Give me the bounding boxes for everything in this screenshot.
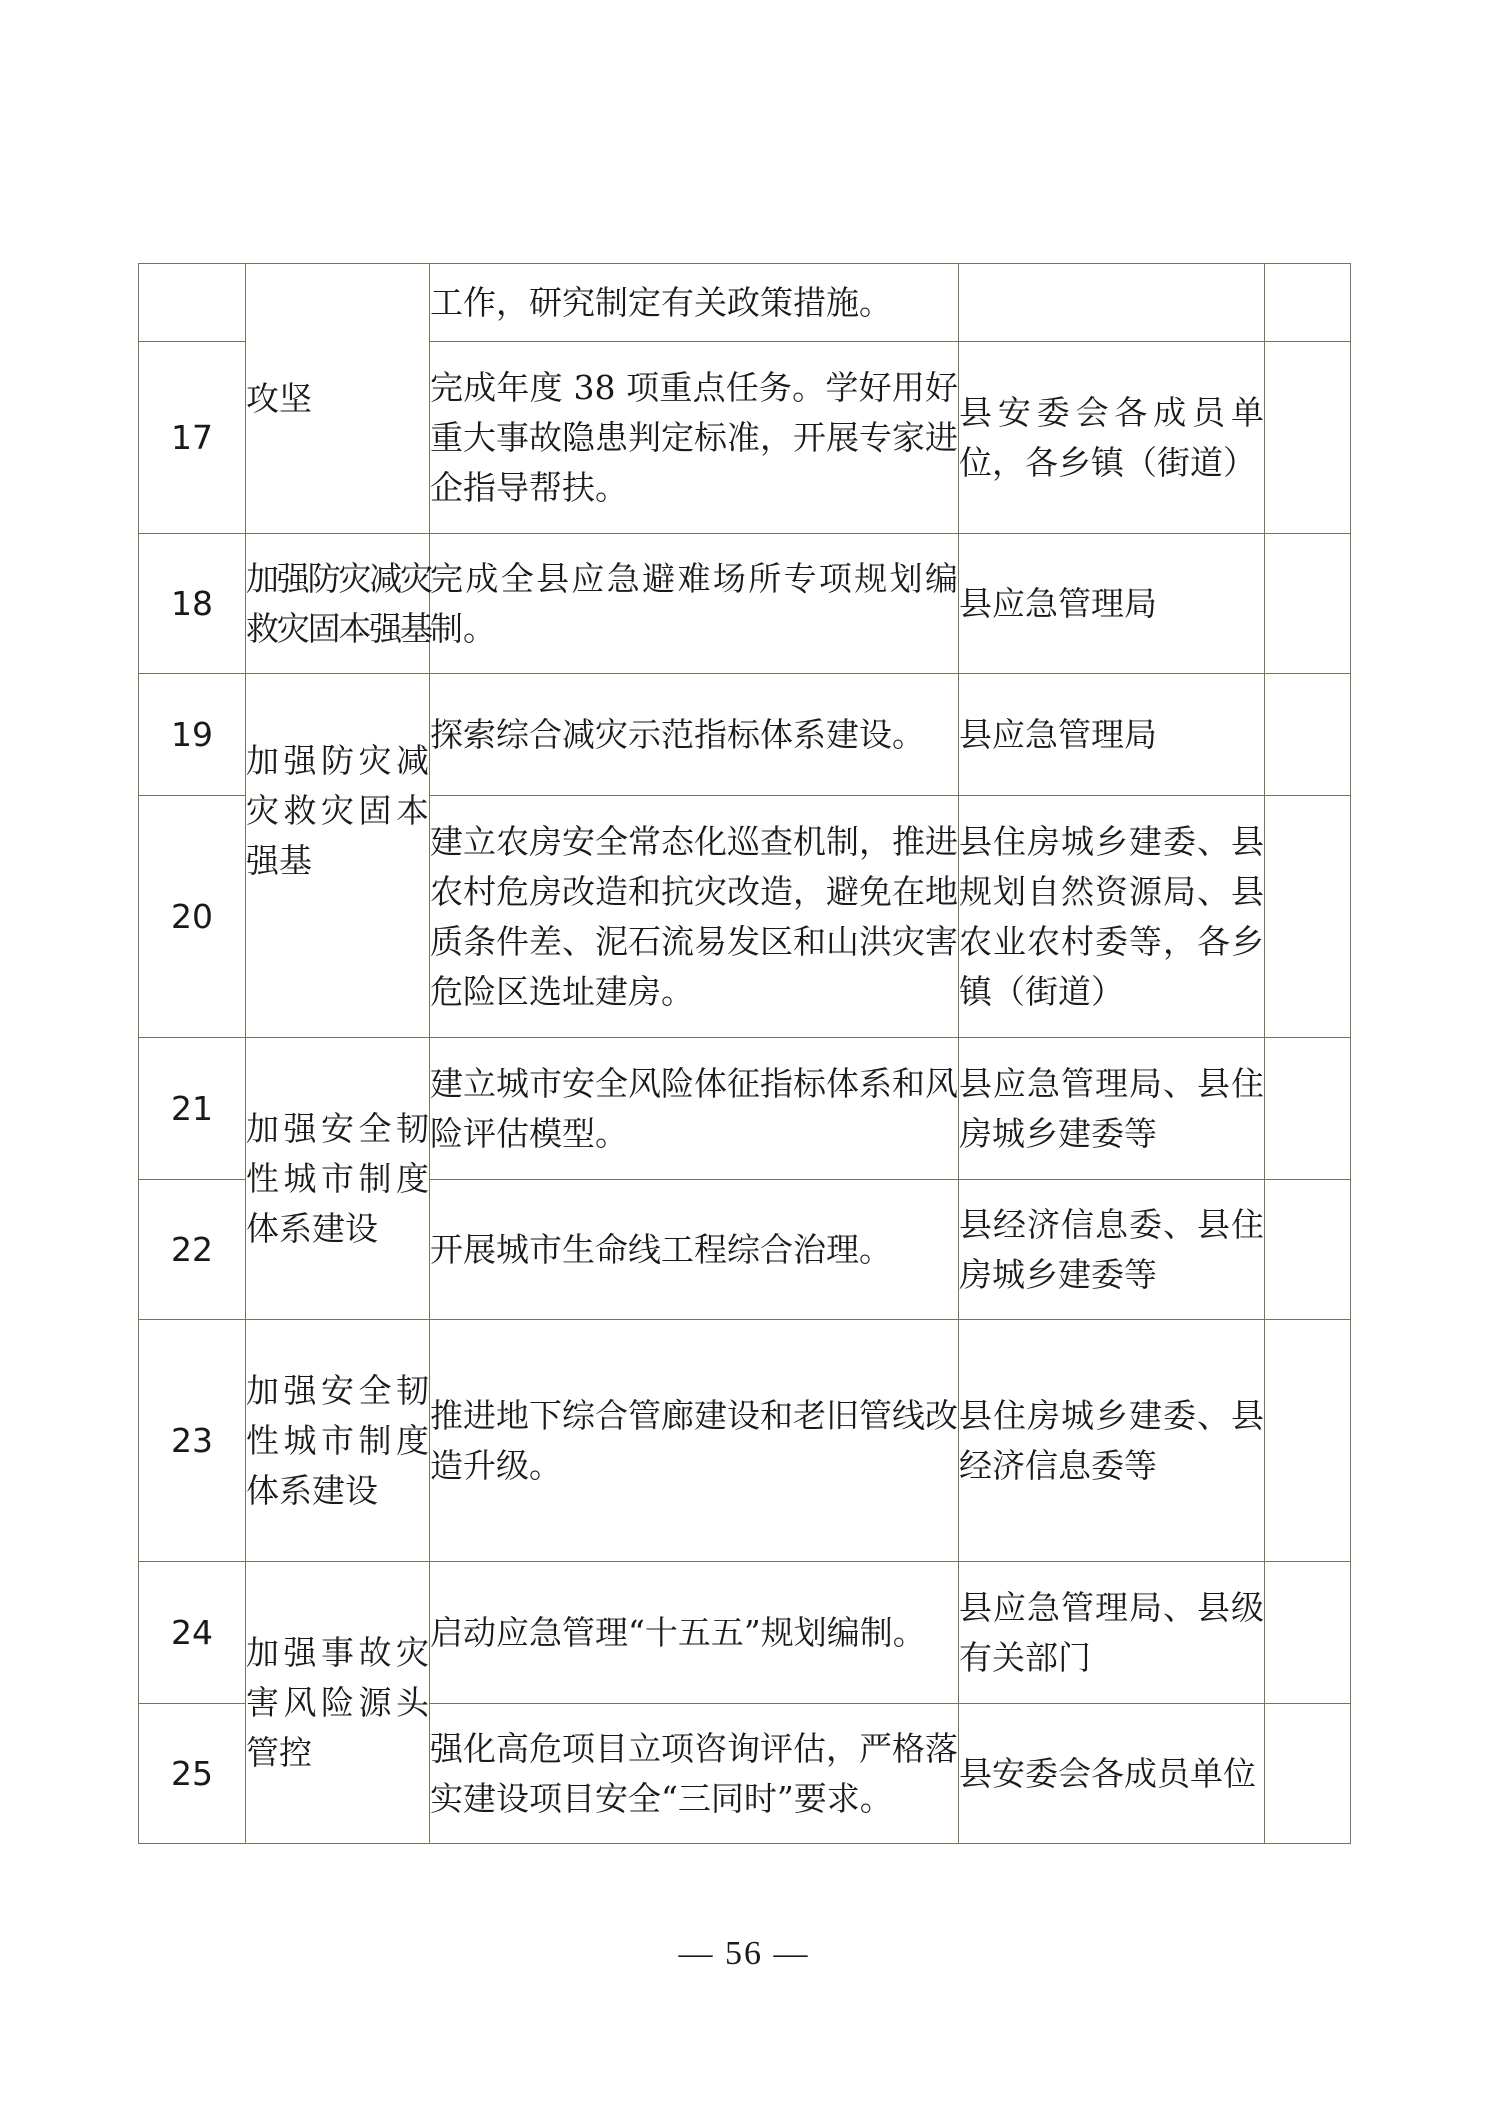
- note-cell: [1265, 1038, 1351, 1180]
- row-number: 18: [139, 534, 246, 674]
- dept-cell: 县应急管理局、县住房城乡建委等: [959, 1038, 1265, 1180]
- task-cell: 开展城市生命线工程综合治理。: [430, 1180, 959, 1320]
- dept-cell: 县经济信息委、县住房城乡建委等: [959, 1180, 1265, 1320]
- page-number: — 56 —: [678, 1935, 810, 1972]
- row-number: 17: [139, 342, 246, 534]
- category-text: 加强防灾减灾救灾固本强基: [246, 741, 429, 880]
- category-text: 攻坚: [246, 378, 312, 418]
- category-text: 加强安全韧性城市制度体系建设: [246, 1370, 429, 1510]
- task-cell: 启动应急管理“十五五”规划编制。: [430, 1562, 959, 1704]
- task-cell: 建立城市安全风险体征指标体系和风险评估模型。: [430, 1038, 959, 1180]
- task-cell: 建立农房安全常态化巡查机制，推进农村危房改造和抗灾改造，避免在地质条件差、泥石流易发区和山洪灾害危险区选址建房。: [430, 796, 959, 1038]
- note-cell: [1265, 1704, 1351, 1844]
- note-cell: [1265, 264, 1351, 342]
- note-cell: [1265, 534, 1351, 674]
- dept-cell: 县安委会各成员单位: [959, 1704, 1265, 1844]
- table-row: [139, 264, 1351, 342]
- row-number: 25: [139, 1704, 246, 1844]
- table-row: [139, 1038, 1351, 1180]
- dept-cell: 县安委会各成员单位，各乡镇（街道）: [959, 342, 1265, 534]
- note-cell: [1265, 1562, 1351, 1704]
- dept-cell: 县应急管理局: [959, 534, 1265, 674]
- table-row: [139, 1562, 1351, 1704]
- task-cell: 完成全县应急避难场所专项规划编制。: [430, 534, 959, 674]
- note-cell: [1265, 1320, 1351, 1562]
- dept-cell: 县住房城乡建委、县规划自然资源局、县农业农村委等，各乡镇（街道）: [959, 796, 1265, 1038]
- row-number: 23: [139, 1320, 246, 1562]
- task-cell: 探索综合减灾示范指标体系建设。: [430, 674, 959, 796]
- category-cell: [246, 264, 430, 534]
- category-text: 加强安全韧性城市制度体系建设: [246, 1108, 429, 1248]
- row-number: 20: [139, 796, 246, 1038]
- dept-cell: 县应急管理局: [959, 674, 1265, 796]
- dept-cell: [959, 264, 1265, 342]
- row-number: [139, 264, 246, 342]
- category-text: 加强事故灾害风险源头管控: [246, 1632, 429, 1772]
- row-number: 22: [139, 1180, 246, 1320]
- task-table: [138, 263, 1351, 1844]
- category-cell: [246, 674, 430, 1038]
- category-cell: [246, 1562, 430, 1844]
- category-cell: [246, 1038, 430, 1320]
- note-cell: [1265, 674, 1351, 796]
- dept-cell: 县住房城乡建委、县经济信息委等: [959, 1320, 1265, 1562]
- category-cell: [246, 1320, 430, 1562]
- table-row: [139, 534, 1351, 674]
- note-cell: [1265, 342, 1351, 534]
- task-cell: 完成年度 38 项重点任务。学好用好重大事故隐患判定标准，开展专家进企指导帮扶。: [430, 342, 959, 534]
- row-number: 19: [139, 674, 246, 796]
- dept-cell: 县应急管理局、县级有关部门: [959, 1562, 1265, 1704]
- task-cell: 工作，研究制定有关政策措施。: [430, 264, 959, 342]
- task-cell: 推进地下综合管廊建设和老旧管线改造升级。: [430, 1320, 959, 1562]
- table-row: [139, 1320, 1351, 1562]
- table-row: [139, 674, 1351, 796]
- task-cell: 强化高危项目立项咨询评估，严格落实建设项目安全“三同时”要求。: [430, 1704, 959, 1844]
- row-number: 24: [139, 1562, 246, 1704]
- note-cell: [1265, 796, 1351, 1038]
- row-number: 21: [139, 1038, 246, 1180]
- note-cell: [1265, 1180, 1351, 1320]
- category-cell: 加强防灾减灾救灾固本强基: [246, 534, 430, 674]
